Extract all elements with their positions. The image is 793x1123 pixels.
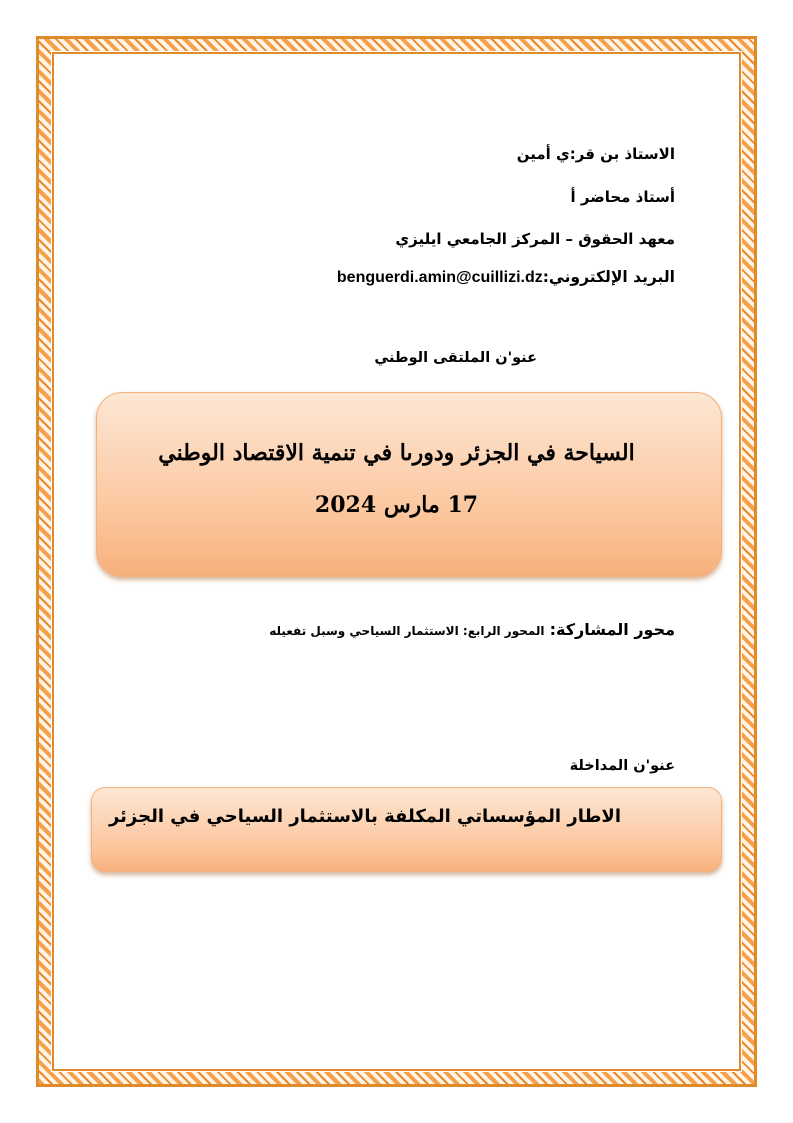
talk-title: الاطار المؤسساتي المكلفة بالاستثمار السياحي في الجزئر xyxy=(108,806,621,827)
talk-title-box xyxy=(91,787,722,872)
author-institution: معهد الحقوق – المركز الجامعي ايليزي xyxy=(395,230,675,248)
talk-label: عنو'ن المداخلة xyxy=(569,758,675,774)
conference-label: عنو'ن الملتقى الوطني xyxy=(374,350,537,366)
conference-date: 17 مارس 2024 xyxy=(314,492,479,518)
conference-title-box xyxy=(96,392,722,577)
author-name: الاستاذ بن قر:ي أمين xyxy=(516,145,675,163)
participation-axis xyxy=(269,620,675,639)
axis-value: المحور الرابع: الاستثمار السياحي وسبل تفعيله xyxy=(269,624,545,638)
email-label: البريد الإلكتروني: xyxy=(542,268,675,286)
email-address: benguerdi.amin@cuillizi.dz xyxy=(336,269,543,286)
axis-label: محور المشاركة: xyxy=(549,620,675,639)
conference-title: السياحة في الجزئر ودورىا في تنمية الاقتصاد الوطني xyxy=(158,440,635,466)
author-rank: أستاذ محاضر أ xyxy=(570,188,675,206)
author-email-line xyxy=(337,268,675,287)
